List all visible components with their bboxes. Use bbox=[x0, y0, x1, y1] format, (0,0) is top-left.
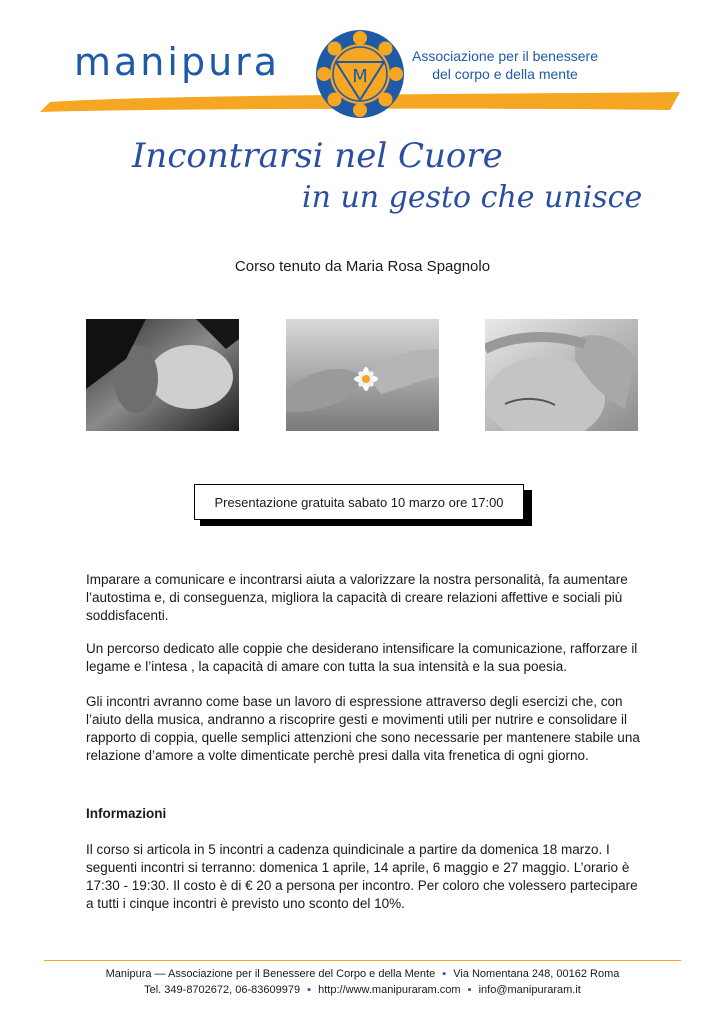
footer-address: Via Nomentana 248, 00162 Roma bbox=[453, 968, 620, 980]
title-line2: in un gesto che unisce bbox=[302, 180, 643, 215]
bullet-icon: ▪ bbox=[307, 984, 312, 996]
info-heading: Informazioni bbox=[86, 806, 167, 821]
title-line1: Incontrarsi nel Cuore bbox=[132, 136, 503, 176]
photo-hands-daisy bbox=[286, 319, 439, 431]
tagline-line2: del corpo e della mente bbox=[432, 66, 578, 82]
announcement-text: Presentazione gratuita sabato 10 marzo ore 17:00 bbox=[214, 494, 504, 510]
course-subtitle: Corso tenuto da Maria Rosa Spagnolo bbox=[234, 258, 491, 275]
bullet-icon: ▪ bbox=[442, 968, 447, 980]
footer bbox=[0, 966, 725, 998]
logo-letter: M bbox=[352, 66, 368, 87]
announcement-box bbox=[194, 484, 524, 520]
footer-website-link[interactable]: http://www.manipuraram.com bbox=[318, 984, 461, 996]
bullet-icon: ▪ bbox=[467, 984, 472, 996]
tagline-line1: Associazione per il benessere bbox=[412, 48, 598, 64]
photo-face-touch bbox=[485, 319, 638, 431]
footer-email-link[interactable]: info@manipuraram.it bbox=[478, 984, 581, 996]
brand-name: manipura bbox=[74, 40, 281, 84]
tagline bbox=[405, 47, 605, 83]
manipura-lotus-logo-icon bbox=[314, 28, 406, 120]
info-text: Il corso si articola in 5 incontri a cadenza quindicinale a partire da domenica 18 marzo. I seguenti incontri si terranno: domenica 1 aprile, 14 aprile, 6 maggio e 27 maggio. L’orario è 17:30 - 19:30. Il costo è di € 20 a persona per incontro. Per coloro che volessero partecipare a tutti i cinque incontri è previsto uno sconto del 10%. bbox=[86, 842, 638, 911]
footer-phone: Tel. 349-8702672, 06-83609979 bbox=[144, 984, 301, 996]
footer-divider bbox=[44, 960, 681, 961]
paragraph-3: Gli incontri avranno come base un lavoro di espressione attraverso degli esercizi che, con l’aiuto della musica, andranno a riscoprire gesti e movimenti utili per nutrire e consolidare il rapporto di coppia, quelle semplici attenzioni che sono necessarie per mantenere stabile una relazione d’amore a volte dimenticate perchè presi dalla vita frenetica di ogni giorno. bbox=[86, 694, 640, 763]
photo-couple-faces bbox=[86, 319, 239, 431]
paragraph-2: Un percorso dedicato alle coppie che desiderano intensificare la comunicazione, rafforzare il legame e l’intesa , la capacità di amare con tutta la sua intensità e la sua poesia. bbox=[86, 641, 638, 674]
footer-org: Manipura — Associazione per il Benessere del Corpo e della Mente bbox=[105, 968, 436, 980]
paragraph-1: Imparare a comunicare e incontrarsi aiuta a valorizzare la nostra personalità, fa aumentare l’autostima e, di conseguenza, migliora la capacità di creare relazioni affettive e sociali più soddisfacenti. bbox=[86, 572, 628, 623]
